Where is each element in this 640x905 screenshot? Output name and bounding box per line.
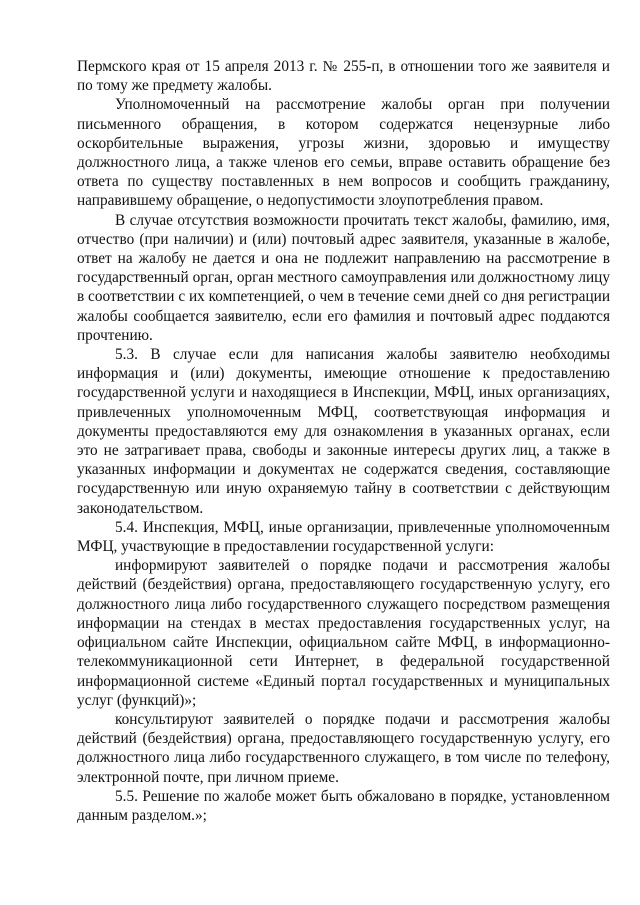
paragraph-5-4: 5.4. Инспекция, МФЦ, иные организации, привлеченные уполномоченным МФЦ, участвующие в предоставлении государственной услуги: [77, 518, 610, 556]
paragraph-offensive-appeals: Уполномоченный на рассмотрение жалобы орган при получении письменного обращения, в котором содержатся нецензурные либо оскорбительные выражения, угрозы жизни, здоровью и имуществу должностного лица, а также членов его семьи, вправе оставить обращение без ответа по существу поставленных в нем вопросов и сообщить гражданину, направившему обращение, о недопустимости злоупотребления правом. [77, 96, 610, 210]
document-body [77, 57, 610, 825]
paragraph-inform: информируют заявителей о порядке подачи и рассмотрения жалобы действий (бездействия) органа, предоставляющего государственную услугу, его должностного лица либо государственного служащего посредством размещения информации на стендах в местах предоставления государственных услуг, на официальном сайте Инспекции, официальном сайте МФЦ, в информационно-телекоммуникационной сети Интернет, в федеральной государственной информационной системе «Единый портал государственных и муниципальных услуг (функций)»; [77, 557, 610, 709]
paragraph-consult: консультируют заявителей о порядке подачи и рассмотрения жалобы действий (бездействия) органа, предоставляющего государственную услугу, его должностного лица либо государственного служащего, в том числе по телефону, электронной почте, при личном приеме. [77, 710, 610, 786]
paragraph-5-3: 5.3. В случае если для написания жалобы заявителю необходимы информация и (или) документы, имеющие отношение к предоставлению государственной услуги и находящиеся в Инспекции, МФЦ, иных организациях, привлеченных уполномоченным МФЦ, соответствующая информация и документы предоставляются ему для ознакомления в указанных органах, если это не затрагивает права, свободы и законные интересы других лиц, а также в указанных информации и документах не содержатся сведения, составляющие государственную или иную охраняемую тайну в соответствии с действующим законодательством. [77, 346, 610, 517]
paragraph-continuation: Пермского края от 15 апреля 2013 г. № 255-п, в отношении того же заявителя и по тому же предмету жалобы. [77, 58, 610, 95]
paragraph-5-5: 5.5. Решение по жалобе может быть обжаловано в порядке, установленном данным разделом.»; [77, 787, 610, 824]
paragraph-unreadable-complaint: В случае отсутствия возможности прочитать текст жалобы, фамилию, имя, отчество (при наличии) и (или) почтовый адрес заявителя, указанные в жалобе, ответ на жалобу не дается и она не подлежит направлению на рассмотрение в государственный орган, орган местного самоуправления или должностному лицу в соответствии с их компетенцией, о чем в течение семи дней со дня регистрации жалобы сообщается заявителю, если его фамилия и почтовый адрес поддаются прочтению. [77, 211, 610, 344]
